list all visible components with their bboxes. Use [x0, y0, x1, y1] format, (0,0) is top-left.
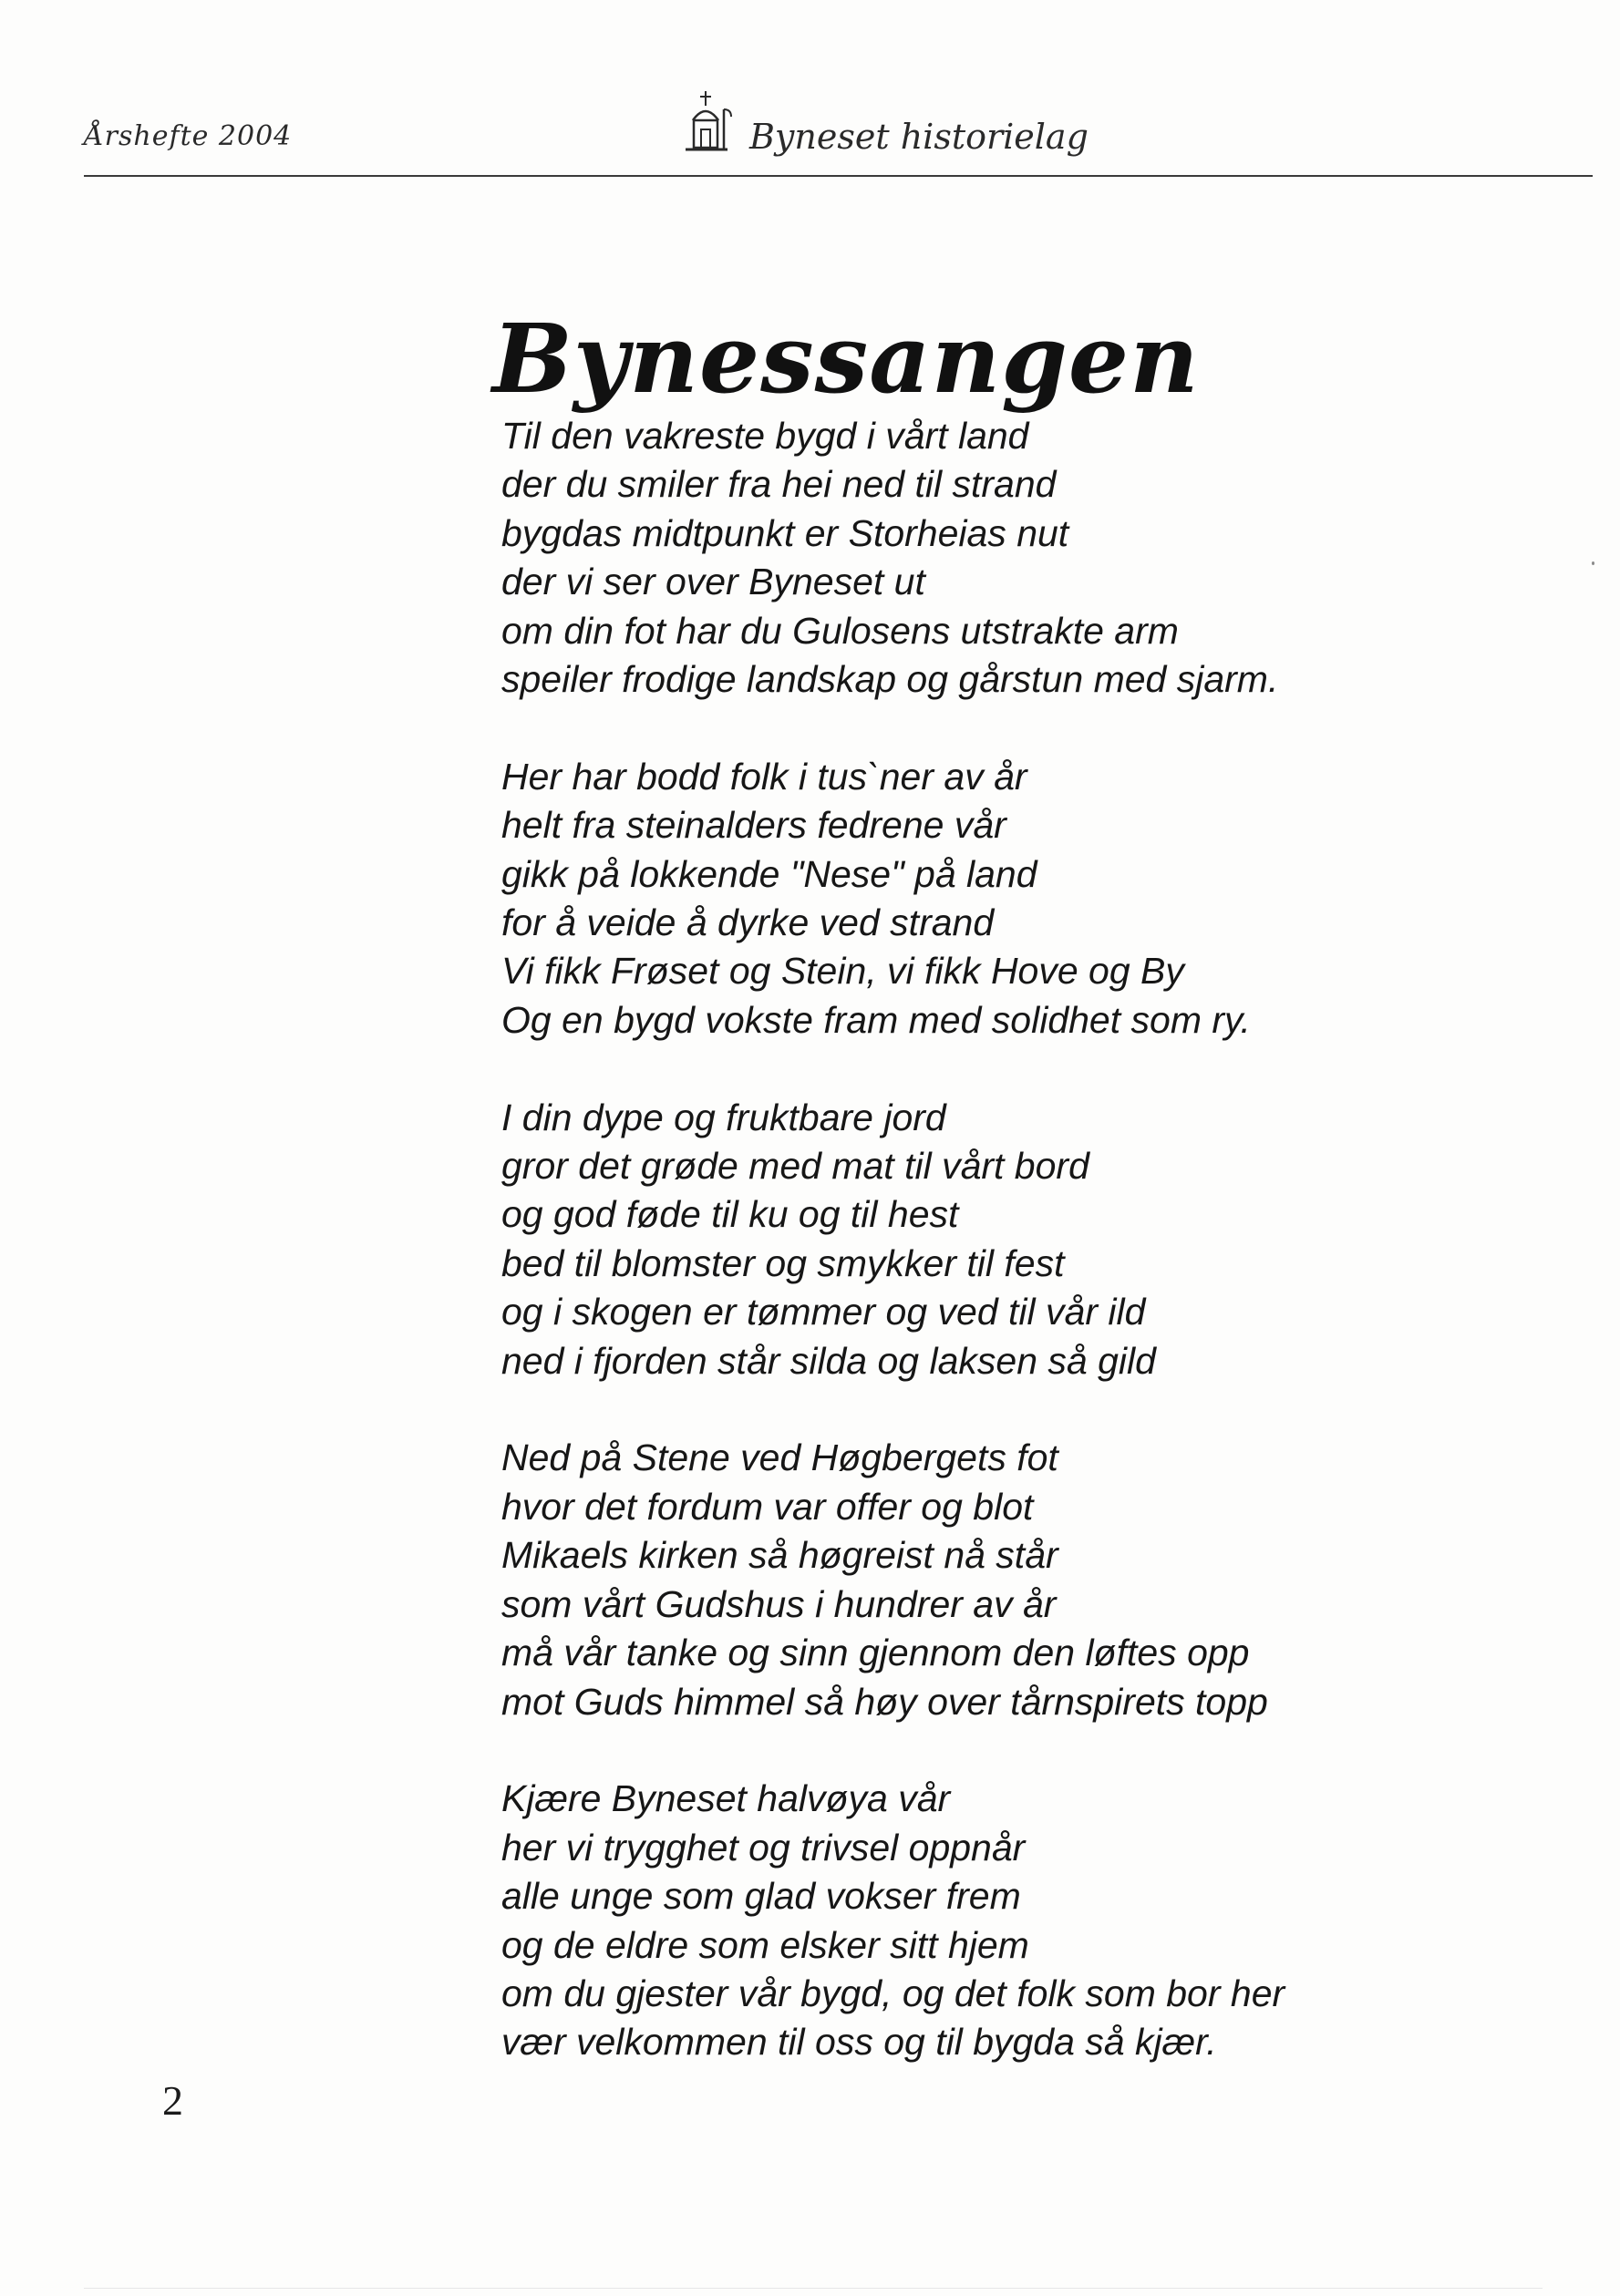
poem-line: for å veide å dyrke ved strand [501, 901, 995, 944]
yearbook-label: Årshefte 2004 [84, 120, 293, 152]
poem-line: om din fot har du Gulosens utstrakte arm [501, 609, 1179, 652]
poem-line: som vårt Gudshus i hundrer av år [501, 1582, 1057, 1625]
poem-line: Her har bodd folk i tus`ner av år [501, 755, 1027, 798]
header-divider [84, 175, 1593, 177]
poem-line: bed til blomster og smykker til fest [501, 1241, 1065, 1284]
poem-line: der vi ser over Byneset ut [501, 561, 925, 603]
stanza-3 [501, 1094, 1550, 1385]
page-header [0, 0, 1620, 182]
poem-line: Kjære Byneset halvøya vår [501, 1777, 951, 1820]
poem-line: Ned på Stene ved Høgbergets fot [501, 1436, 1058, 1479]
poem-line: alle unge som glad vokser frem [501, 1875, 1021, 1918]
page-number: 2 [162, 2077, 183, 2124]
scan-edge-line [84, 2288, 1543, 2289]
poem-line: ned i fjorden står silda og laksen så gild [501, 1339, 1156, 1382]
poem-title: Bynessangen [492, 302, 1200, 415]
poem-line: Mikaels kirken så høgreist nå står [501, 1534, 1058, 1577]
poem-line: bygdas midtpunkt er Storheias nut [501, 511, 1069, 554]
poem-line: vær velkommen til oss og til bygda så kjær. [501, 2021, 1217, 2064]
stanza-2 [501, 753, 1550, 1045]
poem-line: og de eldre som elsker sitt hjem [501, 1923, 1029, 1966]
stanza-4 [501, 1434, 1550, 1725]
stanza-1 [501, 412, 1550, 704]
poem-body [501, 412, 1550, 2116]
poem-line: speiler frodige landskap og gårstun med sjarm. [501, 658, 1279, 701]
poem-line: må vår tanke og sinn gjennom den løftes opp [501, 1632, 1250, 1674]
poem-line: gikk på lokkende "Nese" på land [501, 852, 1037, 895]
scan-speck [1592, 561, 1594, 565]
poem-line: mot Guds himmel så høy over tårnspirets topp [501, 1680, 1268, 1723]
church-icon [682, 89, 733, 155]
poem-line: og i skogen er tømmer og ved til vår ild [501, 1291, 1146, 1333]
poem-line: her vi trygghet og trivsel oppnår [501, 1826, 1026, 1869]
poem-line: om du gjester vår bygd, og det folk som bor her [501, 1972, 1285, 2014]
organization-name: Byneset historielag [749, 117, 1089, 157]
poem-line: der du smiler fra hei ned til strand [501, 463, 1057, 506]
poem-line: og god føde til ku og til hest [501, 1193, 959, 1236]
poem-line: gror det grøde med mat til vårt bord [501, 1145, 1089, 1188]
poem-line: I din dype og fruktbare jord [501, 1096, 946, 1138]
poem-line: Vi fikk Frøset og Stein, vi fikk Hove og By [501, 950, 1184, 993]
poem-line: helt fra steinalders fedrene vår [501, 804, 1006, 847]
poem-line: Og en bygd vokste fram med solidhet som ry. [501, 998, 1251, 1041]
poem-line: Til den vakreste bygd i vårt land [501, 415, 1029, 457]
stanza-5 [501, 1775, 1550, 2066]
poem-line: hvor det fordum var offer og blot [501, 1485, 1034, 1528]
